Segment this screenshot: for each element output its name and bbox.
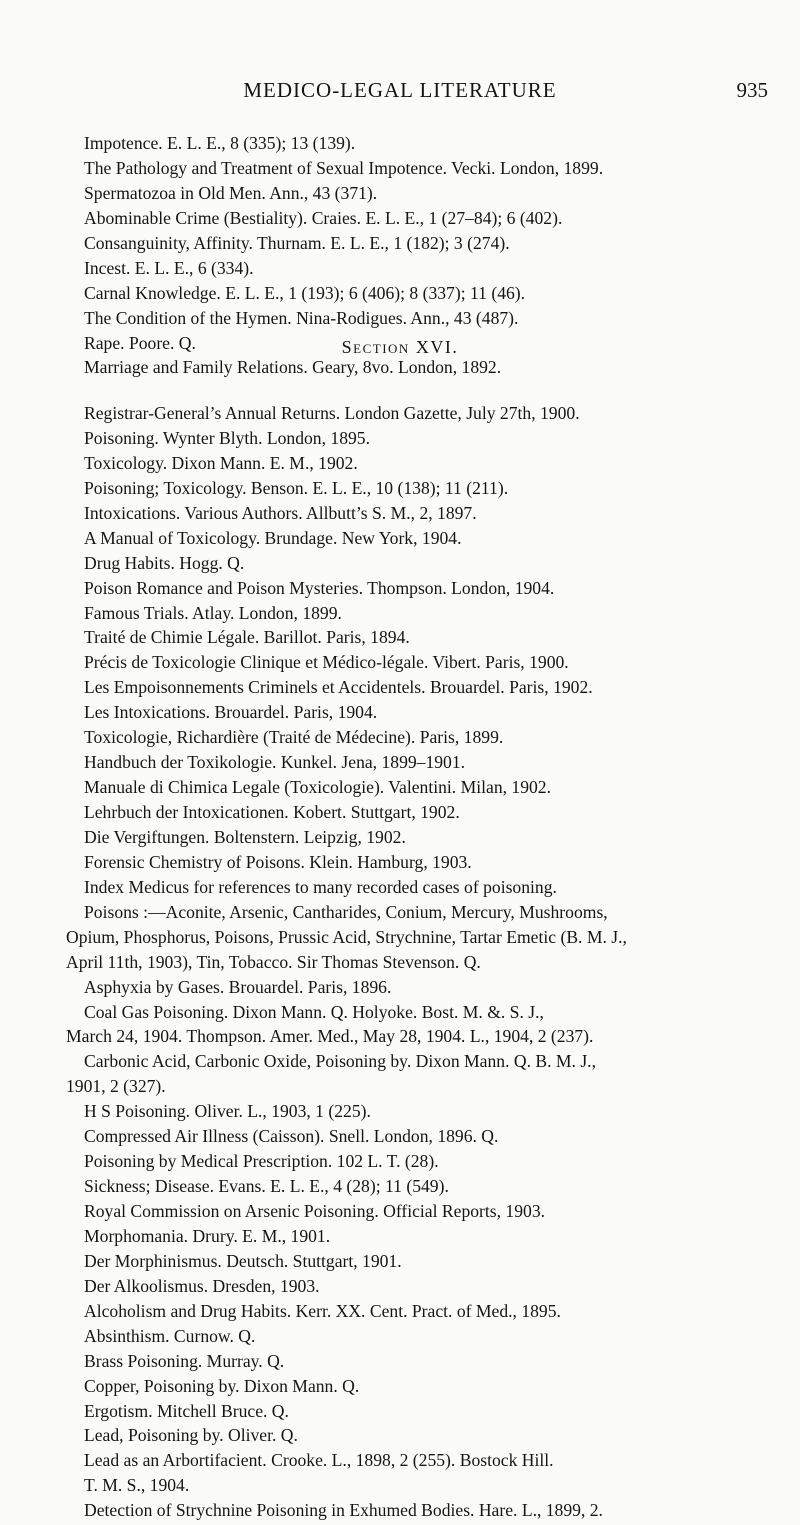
bibliography-entry: The Pathology and Treatment of Sexual Impotence. Vecki. London, 1899. [84, 157, 604, 178]
bibliography-entry: Coal Gas Poisoning. Dixon Mann. Q. Holyoke. Bost. M. &. S. J., [84, 1001, 544, 1022]
section-heading: Section XVI. [341, 337, 459, 357]
bibliography-entry: Poisoning; Toxicology. Benson. E. L. E., 10 (138); 11 (211). [84, 477, 509, 498]
bibliography-entry: Drug Habits. Hogg. Q. [84, 552, 245, 573]
bibliography-entry: The Condition of the Hymen. Nina-Rodigues. Ann., 43 (487). [84, 307, 519, 328]
bibliography-entry: Poisons :—Aconite, Arsenic, Cantharides, Conium, Mercury, Mushrooms, [84, 901, 608, 922]
bibliography-entry: Manuale di Chimica Legale (Toxicologie). Valentini. Milan, 1902. [84, 777, 552, 798]
bibliography-entry: Marriage and Family Relations. Geary, 8vo. London, 1892. [84, 357, 502, 378]
bibliography-entry: Impotence. E. L. E., 8 (335); 13 (139). [84, 133, 356, 153]
bibliography-entry: Forensic Chemistry of Poisons. Klein. Hamburg, 1903. [84, 851, 472, 872]
bibliography-entry: Toxicology. Dixon Mann. E. M., 1902. [84, 452, 358, 473]
bibliography-entry: Toxicologie, Richardière (Traité de Médecine). Paris, 1899. [84, 727, 504, 748]
bibliography-entry: Alcoholism and Drug Habits. Kerr. XX. Cent. Pract. of Med., 1895. [84, 1300, 561, 1321]
bibliography-entry: T. M. S., 1904. [84, 1475, 190, 1496]
bibliography-entry: Spermatozoa in Old Men. Ann., 43 (371). [84, 182, 378, 203]
bibliography-entry: Royal Commission on Arsenic Poisoning. Official Reports, 1903. [84, 1201, 546, 1221]
bibliography-entry: Der Alkoolismus. Dresden, 1903. [84, 1275, 320, 1296]
bibliography-entry-continuation: March 24, 1904. Thompson. Amer. Med., May 28, 1904. L., 1904, 2 (237). [66, 1026, 594, 1047]
bibliography-entry: Abominable Crime (Bestiality). Craies. E. L. E., 1 (27–84); 6 (402). [84, 207, 563, 228]
bibliography-entry: Lead as an Arbortifacient. Crooke. L., 1898, 2 (255). Bostock Hill. [84, 1450, 554, 1471]
bibliography-entry: Sickness; Disease. Evans. E. L. E., 4 (28); 11 (549). [84, 1176, 449, 1197]
bibliography-entry: Asphyxia by Gases. Brouardel. Paris, 1896. [84, 976, 392, 997]
page-number: 935 [736, 78, 768, 102]
bibliography-entry: Les Empoisonnements Criminels et Accidentels. Brouardel. Paris, 1902. [84, 677, 593, 698]
bibliography-entry: Absinthism. Curnow. Q. [84, 1325, 256, 1346]
bibliography-entry: Brass Poisoning. Murray. Q. [84, 1350, 285, 1371]
bibliography-entry: Detection of Strychnine Poisoning in Exhumed Bodies. Hare. L., 1899, 2. [84, 1500, 603, 1521]
bibliography-entry-continuation: Opium, Phosphorus, Poisons, Prussic Acid, Strychnine, Tartar Emetic (B. M. J., [66, 926, 627, 947]
running-title: MEDICO-LEGAL LITERATURE [243, 78, 557, 102]
bibliography-entry: H S Poisoning. Oliver. L., 1903, 1 (225). [84, 1101, 371, 1122]
bibliography-entry: Copper, Poisoning by. Dixon Mann. Q. [84, 1375, 360, 1396]
bibliography-entry: Précis de Toxicologie Clinique et Médico-légale. Vibert. Paris, 1900. [84, 652, 569, 673]
bibliography-entry: Carnal Knowledge. E. L. E., 1 (193); 6 (406); 8 (337); 11 (46). [84, 282, 526, 303]
entries-after-section [0, 403, 800, 1525]
bibliography-entry: Les Intoxications. Brouardel. Paris, 1904. [84, 702, 378, 723]
bibliography-entry: Compressed Air Illness (Caisson). Snell. London, 1896. Q. [84, 1126, 499, 1147]
bibliography-entry: Ergotism. Mitchell Bruce. Q. [84, 1400, 289, 1421]
page-header [0, 78, 800, 112]
bibliography-entry: Poisoning. Wynter Blyth. London, 1895. [84, 427, 370, 448]
bibliography-entry: Traité de Chimie Légale. Barillot. Paris, 1894. [84, 627, 410, 648]
bibliography-entry: A Manual of Toxicology. Brundage. New York, 1904. [84, 527, 462, 548]
bibliography-entry-continuation: 1901, 2 (327). [66, 1076, 166, 1097]
bibliography-entry: Famous Trials. Atlay. London, 1899. [84, 602, 342, 623]
bibliography-entry: Consanguinity, Affinity. Thurnam. E. L. E., 1 (182); 3 (274). [84, 232, 510, 253]
bibliography-entry: Carbonic Acid, Carbonic Oxide, Poisoning by. Dixon Mann. Q. B. M. J., [84, 1051, 596, 1072]
bibliography-entry: Der Morphinismus. Deutsch. Stuttgart, 1901. [84, 1250, 402, 1271]
bibliography-entry: Poisoning by Medical Prescription. 102 L. T. (28). [84, 1151, 439, 1172]
bibliography-entry: Incest. E. L. E., 6 (334). [84, 257, 254, 278]
bibliography-entry: Registrar-General’s Annual Returns. London Gazette, July 27th, 1900. [84, 403, 580, 423]
bibliography-entry: Lehrbuch der Intoxicationen. Kobert. Stuttgart, 1902. [84, 802, 460, 822]
bibliography-entry: Morphomania. Drury. E. M., 1901. [84, 1225, 331, 1246]
bibliography-entry: Poison Romance and Poison Mysteries. Thompson. London, 1904. [84, 577, 555, 598]
bibliography-entry: Handbuch der Toxikologie. Kunkel. Jena, 1899–1901. [84, 752, 466, 773]
bibliography-entry-continuation: April 11th, 1903), Tin, Tobacco. Sir Thomas Stevenson. Q. [66, 951, 481, 972]
bibliography-entry: Rape. Poore. Q. [84, 332, 196, 353]
bibliography-entry: Die Vergiftungen. Boltenstern. Leipzig, 1902. [84, 826, 406, 847]
bibliography-entry: Lead, Poisoning by. Oliver. Q. [84, 1425, 298, 1446]
bibliography-entry: Intoxications. Various Authors. Allbutt’s S. M., 2, 1897. [84, 502, 477, 523]
bibliography-entry: Index Medicus for references to many recorded cases of poisoning. [84, 876, 557, 897]
